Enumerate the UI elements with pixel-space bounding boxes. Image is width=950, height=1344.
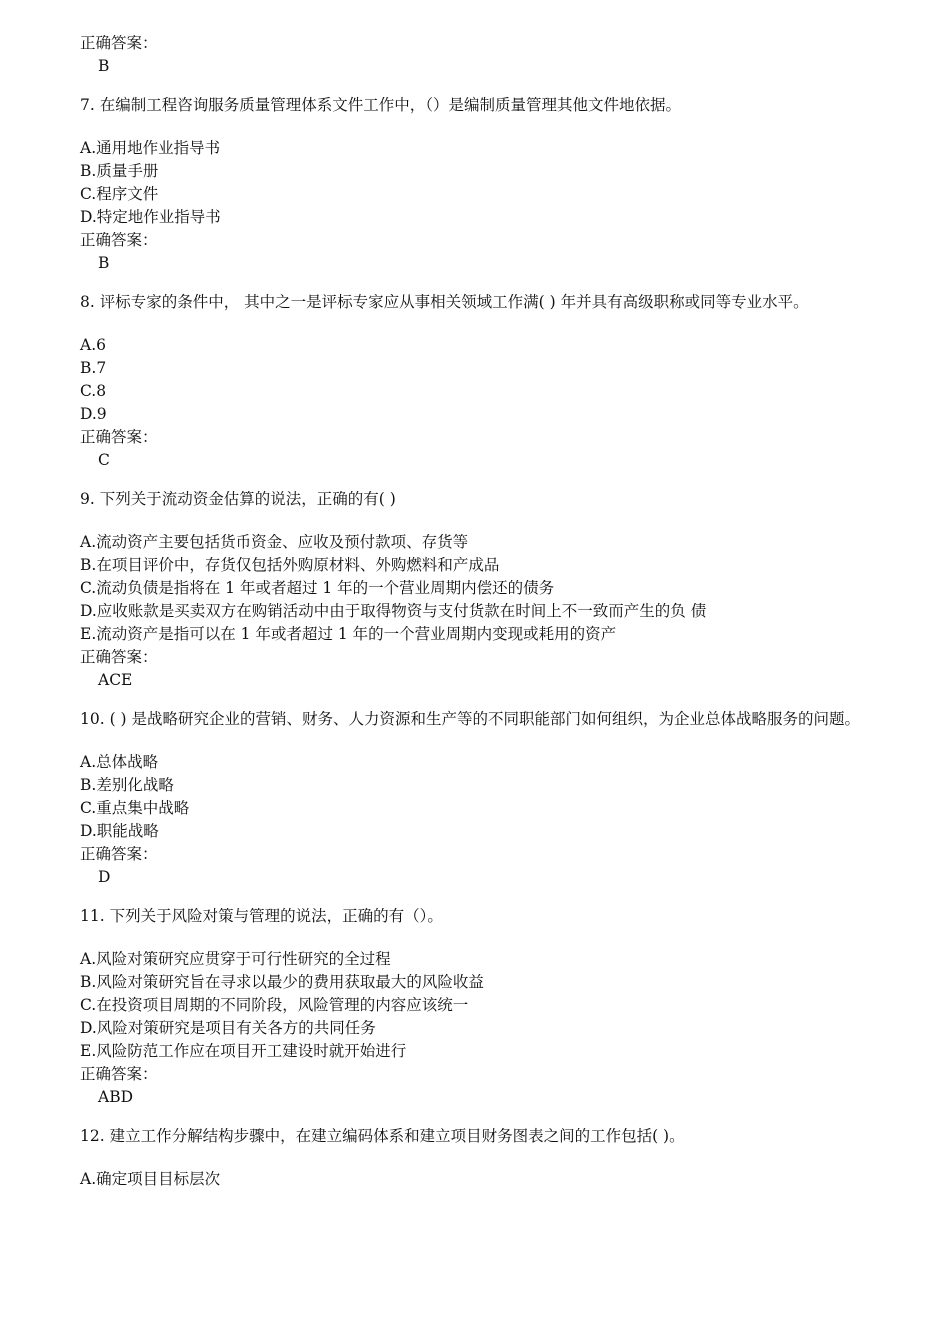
option-b: B.7 — [80, 359, 107, 377]
option-e: E.风险防范工作应在项目开工建设时就开始进行 — [80, 1042, 407, 1060]
answer-value: B — [98, 254, 110, 272]
question-7 — [80, 94, 880, 275]
option-d: D.风险对策研究是项目有关各方的共同任务 — [80, 1019, 376, 1037]
answer-value: C — [98, 451, 110, 469]
option-d: D.特定地作业指导书 — [80, 208, 221, 226]
answer-value: ABD — [98, 1088, 134, 1106]
option-d: D.9 — [80, 405, 107, 423]
exam-document — [80, 32, 880, 1191]
question-text: 7. 在编制工程咨询服务质量管理体系文件工作中，（）是编制质量管理其他文件地依据。 — [80, 96, 681, 114]
option-d: D.应收账款是买卖双方在购销活动中由于取得物资与支付货款在时间上不一致而产生的负 债 — [80, 602, 707, 620]
option-b: B.差别化战略 — [80, 776, 174, 794]
question-text: 9. 下列关于流动资金估算的说法，正确的有( ) — [80, 490, 396, 508]
option-a: A.6 — [80, 336, 106, 354]
answer-value: ACE — [98, 671, 133, 689]
option-c: C.流动负债是指将在 1 年或者超过 1 年的一个营业周期内偿还的债务 — [80, 579, 555, 597]
option-b: B.在项目评价中，存货仅包括外购原材料、外购燃料和产成品 — [80, 556, 500, 574]
answer-value: D — [98, 868, 111, 886]
option-a: A.总体战略 — [80, 753, 159, 771]
answer-label: 正确答案： — [80, 34, 158, 52]
question-text: 11. 下列关于风险对策与管理的说法，正确的有（）。 — [80, 907, 443, 925]
question-text: 12. 建立工作分解结构步骤中，在建立编码体系和建立项目财务图表之间的工作包括( )。 — [80, 1127, 685, 1145]
question-text: 10. ( ) 是战略研究企业的营销、财务、人力资源和生产等的不同职能部门如何组织，为企业总体战略服务的问题。 — [80, 710, 861, 728]
option-e: E.流动资产是指可以在 1 年或者超过 1 年的一个营业周期内变现或耗用的资产 — [80, 625, 617, 643]
option-b: B.风险对策研究旨在寻求以最少的费用获取最大的风险收益 — [80, 973, 484, 991]
option-a: A.流动资产主要包括货币资金、应收及预付款项、存货等 — [80, 533, 469, 551]
answer-label: 正确答案： — [80, 648, 158, 666]
question-11 — [80, 905, 880, 1109]
option-c: C.重点集中战略 — [80, 799, 190, 817]
option-a: A.确定项目目标层次 — [80, 1170, 221, 1188]
option-c: C.在投资项目周期的不同阶段，风险管理的内容应该统一 — [80, 996, 469, 1014]
option-c: C.8 — [80, 382, 107, 400]
answer-label: 正确答案： — [80, 428, 158, 446]
answer-label: 正确答案： — [80, 1065, 158, 1083]
question-12 — [80, 1125, 880, 1191]
option-a: A.风险对策研究应贯穿于可行性研究的全过程 — [80, 950, 391, 968]
option-c: C.程序文件 — [80, 185, 159, 203]
answer-block-previous — [80, 32, 880, 78]
answer-label: 正确答案： — [80, 231, 158, 249]
option-a: A.通用地作业指导书 — [80, 139, 221, 157]
question-text: 8. 评标专家的条件中， 其中之一是评标专家应从事相关领域工作满( ) 年并具有高级职称或同等专业水平。 — [80, 293, 809, 311]
answer-label: 正确答案： — [80, 845, 158, 863]
option-b: B.质量手册 — [80, 162, 159, 180]
question-9 — [80, 488, 880, 692]
option-d: D.职能战略 — [80, 822, 159, 840]
question-10 — [80, 708, 880, 889]
question-8 — [80, 291, 880, 472]
answer-value: B — [98, 57, 110, 75]
